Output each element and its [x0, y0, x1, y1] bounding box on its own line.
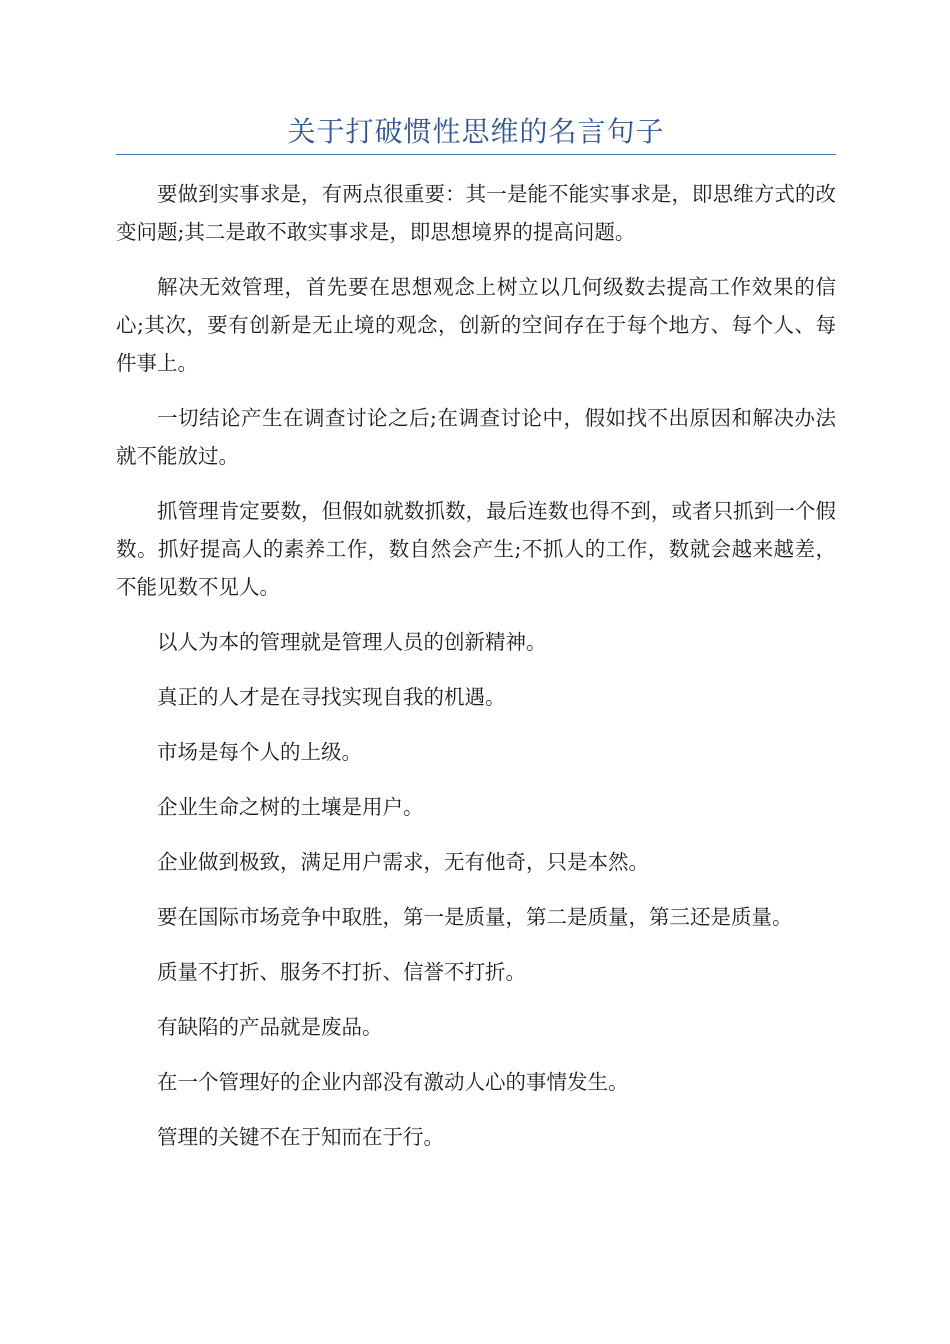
paragraph: 解决无效管理，首先要在思想观念上树立以几何级数去提高工作效果的信心;其次，要有创新是无止境的观念，创新的空间存在于每个地方、每个人、每件事上。 — [116, 275, 836, 375]
paragraph: 真正的人才是在寻找实现自我的机遇。 — [157, 685, 506, 709]
paragraph: 要在国际市场竞争中取胜，第一是质量，第二是质量，第三还是质量。 — [157, 905, 793, 929]
document-title: 关于打破惯性思维的名言句子 — [287, 115, 665, 148]
paragraph: 企业做到极致，满足用户需求，无有他奇，只是本然。 — [157, 850, 649, 874]
paragraph: 有缺陷的产品就是废品。 — [157, 1015, 383, 1039]
paragraph: 在一个管理好的企业内部没有激动人心的事情发生。 — [157, 1070, 629, 1094]
paragraph: 一切结论产生在调查讨论之后;在调查讨论中，假如找不出原因和解决办法就不能放过。 — [116, 406, 836, 468]
paragraph: 市场是每个人的上级。 — [157, 740, 362, 764]
paragraph: 管理的关键不在于知而在于行。 — [157, 1125, 444, 1149]
paragraph: 企业生命之树的土壤是用户。 — [157, 795, 424, 819]
paragraph: 抓管理肯定要数，但假如就数抓数，最后连数也得不到，或者只抓到一个假数。抓好提高人的素养工作，数自然会产生;不抓人的工作，数就会越来越差，不能见数不见人。 — [116, 499, 836, 599]
paragraph: 要做到实事求是，有两点很重要：其一是能不能实事求是，即思维方式的改变问题;其二是敢不敢实事求是，即思想境界的提高问题。 — [116, 182, 836, 244]
title-underline — [116, 154, 836, 155]
document-body — [116, 175, 836, 1173]
paragraph: 质量不打折、服务不打折、信誉不打折。 — [157, 960, 526, 984]
paragraph: 以人为本的管理就是管理人员的创新精神。 — [157, 630, 547, 654]
